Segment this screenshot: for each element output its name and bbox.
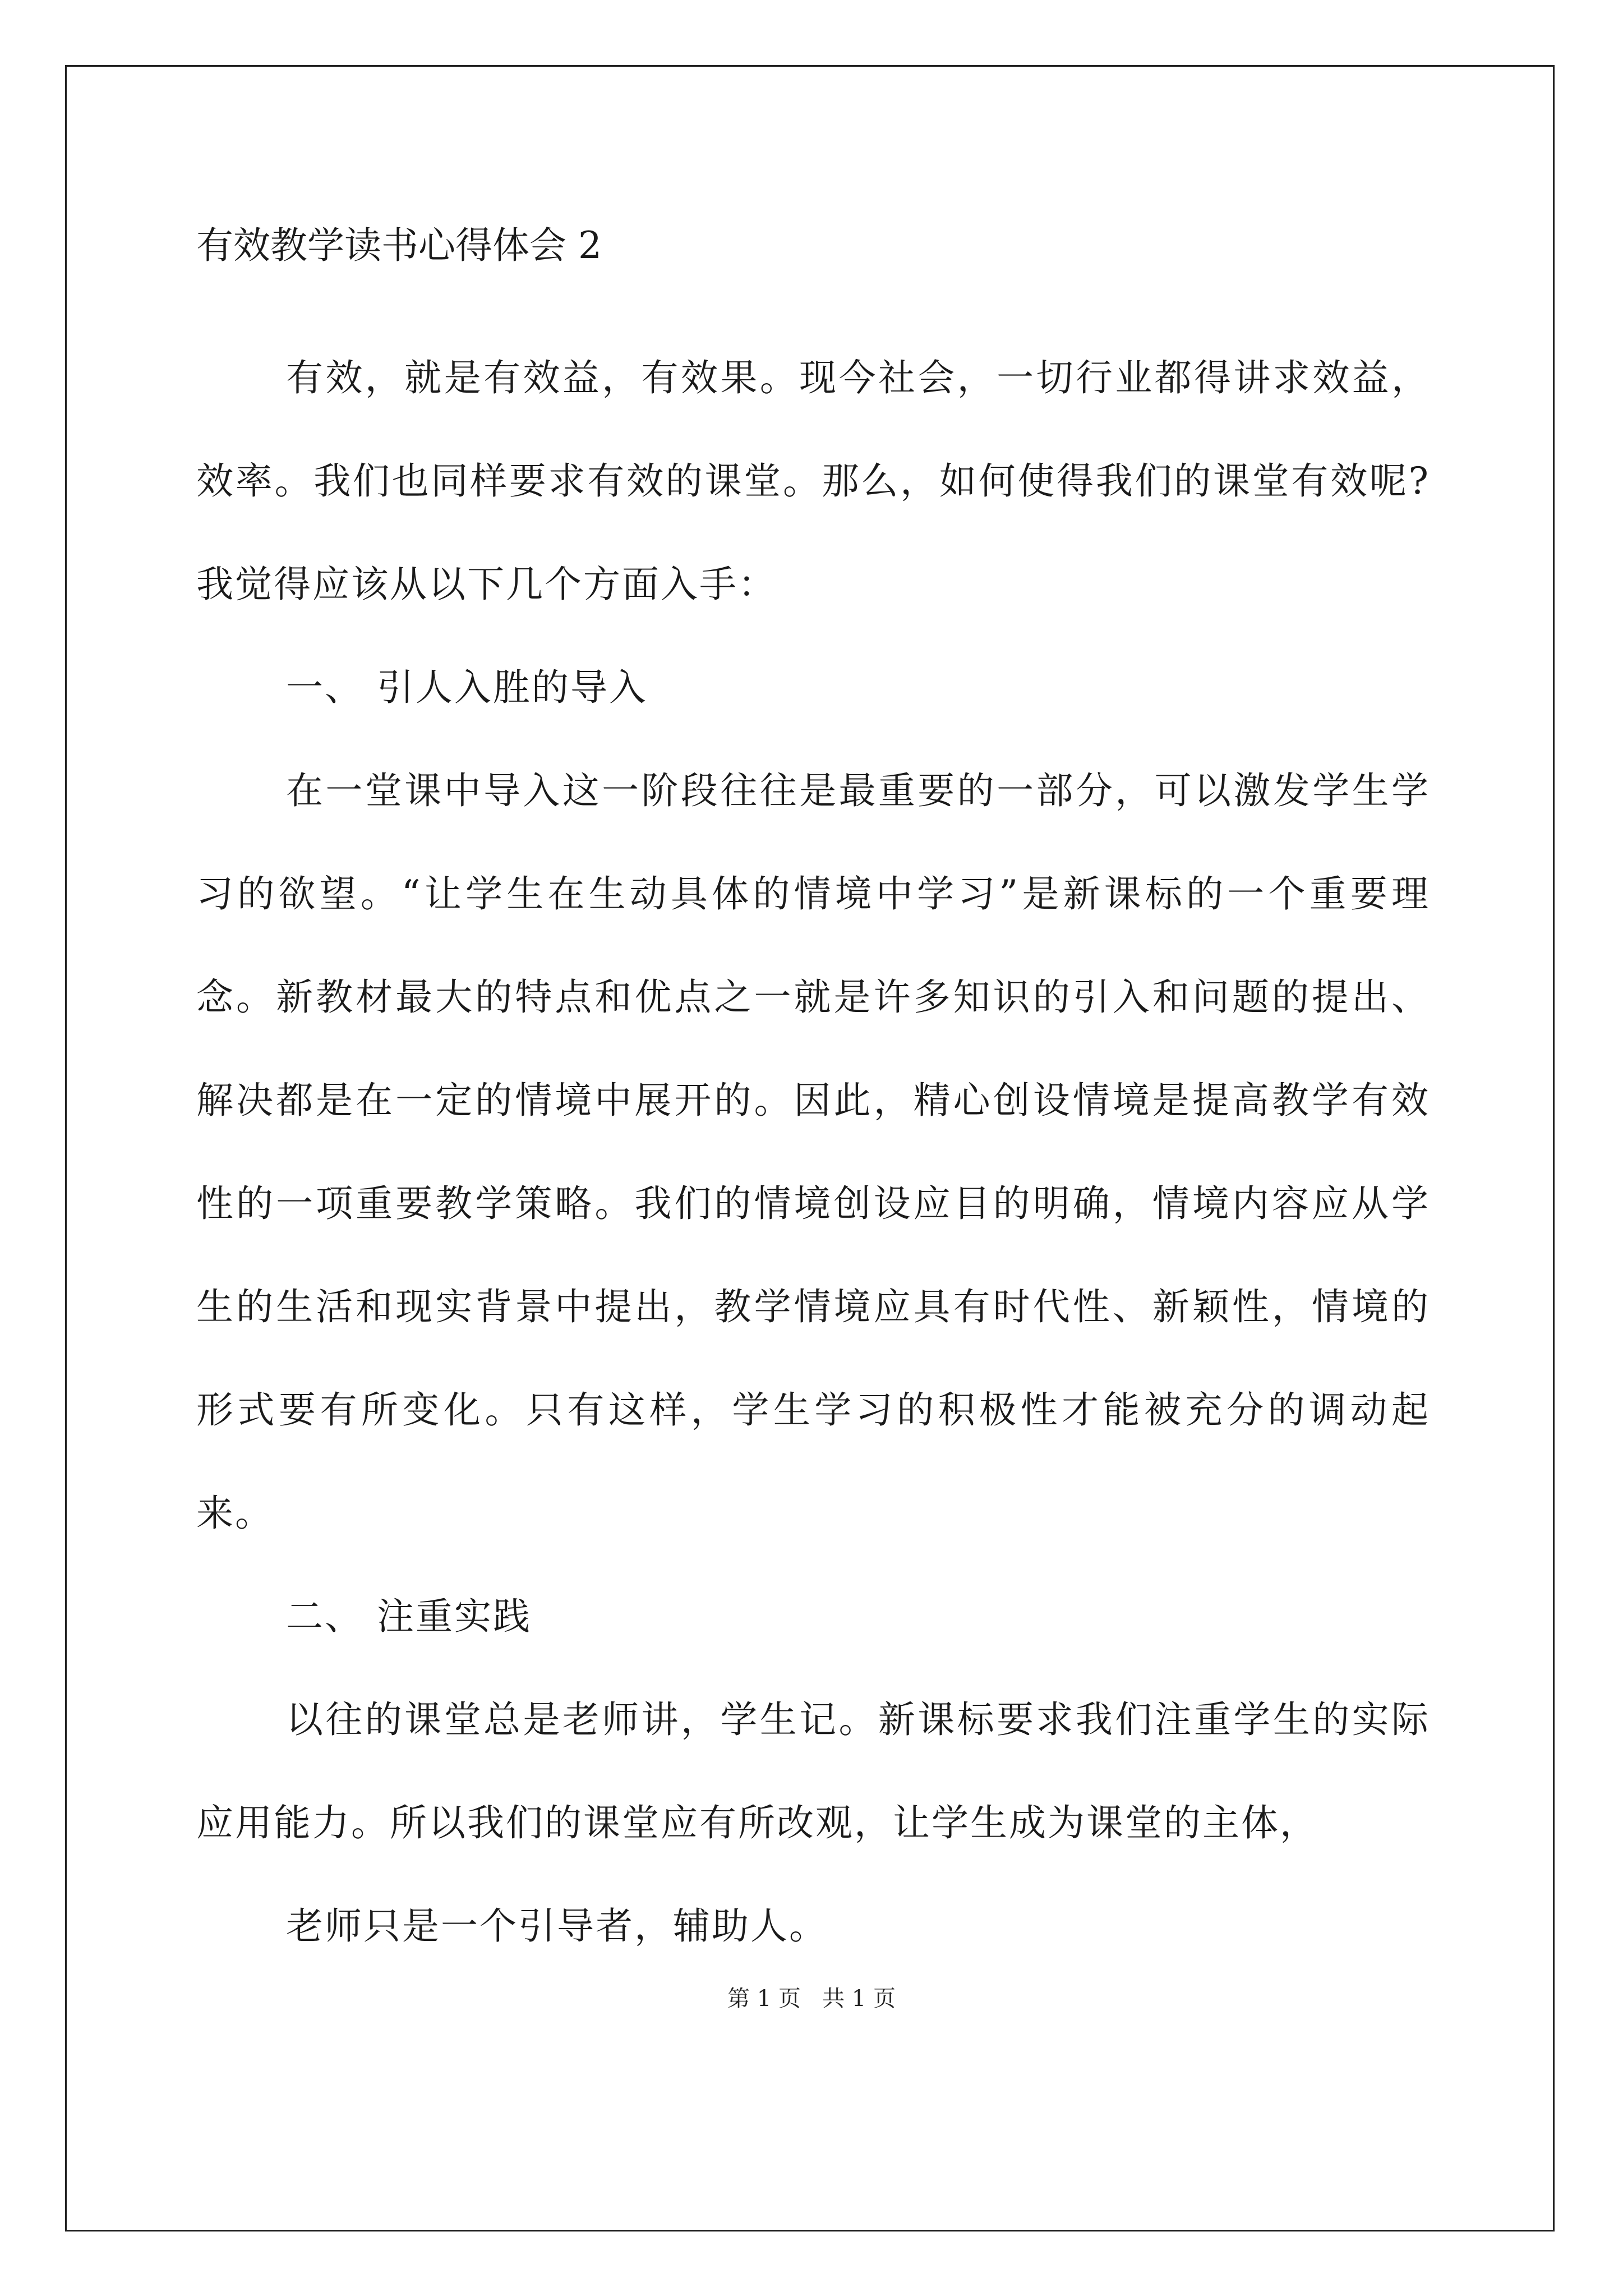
paragraph-closing: 老师只是一个引导者，辅助人。 xyxy=(286,1904,828,1948)
section-heading-2: 二、 注重实践 xyxy=(286,1595,532,1638)
document-title: 有效教学读书心得体会 2 xyxy=(196,224,602,267)
paragraph-intro: 有效，就是有效益，有效果。现今社会，一切行业都得讲求效益，效率。我们也同样要求有效的课堂。那么，如何使得我们的课堂有效呢?我觉得应该从以下几个方面入手： xyxy=(196,356,1430,606)
paragraph-section-1: 在一堂课中导入这一阶段往往是最重要的一部分，可以激发学生学习的欲望。“让学生在生动具体的情境中学习”是新课标的一个重要理念。新教材最大的特点和优点之一就是许多知识的引入和问题的提出、解决都是在一定的情境中展开的。因此，精心创设情境是提高教学有效性的一项重要教学策略。我们的情境创设应目的明确，情境内容应从学生的生活和现实背景中提出，教学情境应具有时代性、新颖性，情境的形式要有所变化。只有这样，学生学习的积极性才能被充分的调动起来。 xyxy=(196,769,1430,1535)
page-footer: 第 1 页 共 1 页 xyxy=(727,1986,896,2012)
paragraph-section-2: 以往的课堂总是老师讲，学生记。新课标要求我们注重学生的实际应用能力。所以我们的课堂应有所改观，让学生成为课堂的主体， xyxy=(196,1698,1430,1844)
document-body xyxy=(196,219,1430,1978)
section-heading-1: 一、 引人入胜的导入 xyxy=(286,666,648,709)
